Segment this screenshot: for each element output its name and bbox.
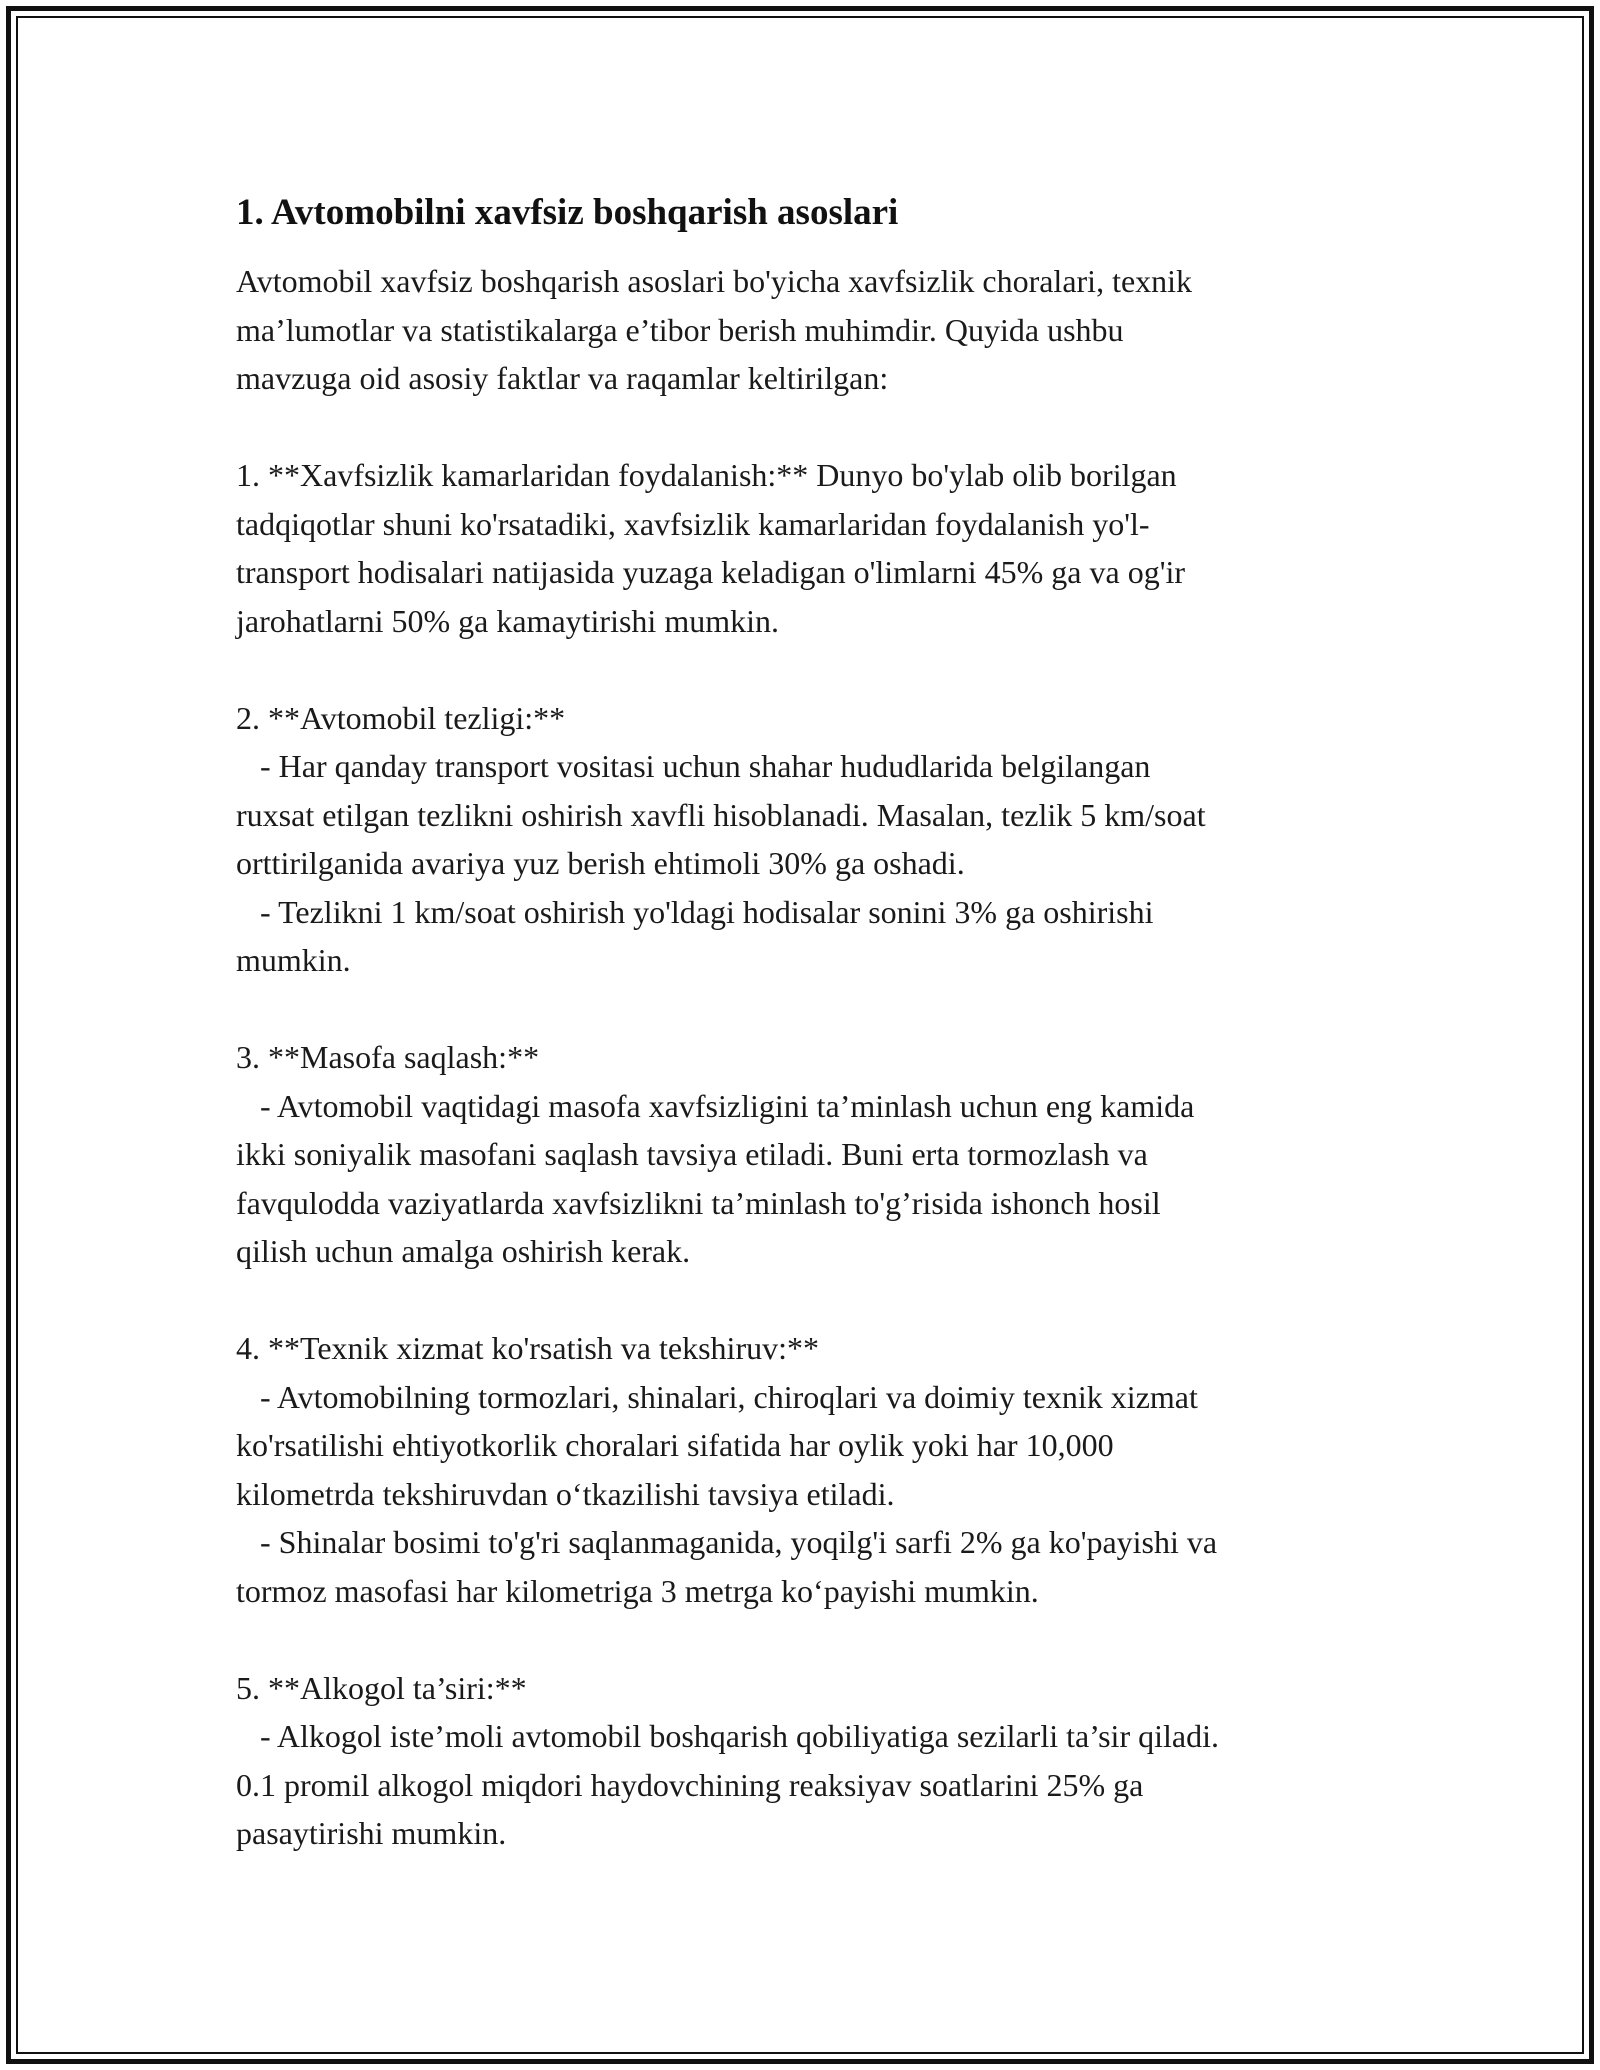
section-line: mumkin. bbox=[236, 942, 351, 978]
section-maintenance bbox=[236, 1324, 1376, 1615]
section-line: - Shinalar bosimi to'g'ri saqlanmaganida, yoqilg'i sarfi 2% ga ko'payishi va bbox=[236, 1524, 1218, 1560]
section-line: 1. **Xavfsizlik kamarlaridan foydalanish:** Dunyo bo'ylab olib borilgan bbox=[236, 457, 1177, 493]
section-line: - Avtomobil vaqtidagi masofa xavfsizligini ta’minlash uchun eng kamida bbox=[236, 1087, 1195, 1124]
section-line: orttirilganida avariya yuz berish ehtimoli 30% ga oshadi. bbox=[236, 845, 965, 881]
intro-line: ma’lumotlar va statistikalarga e’tibor berish muhimdir. Quyida ushbu bbox=[236, 311, 1124, 348]
section-line: tormoz masofasi har kilometriga 3 metrga ko‘payishi mumkin. bbox=[236, 1572, 1039, 1609]
section-speed bbox=[236, 694, 1376, 985]
section-line: jarohatlarni 50% ga kamaytirishi mumkin. bbox=[236, 602, 779, 639]
document-body bbox=[236, 183, 1376, 1858]
paragraph-gap bbox=[236, 403, 1376, 452]
section-line: - Har qanday transport vositasi uchun shahar hududlarida belgilangan bbox=[236, 748, 1151, 784]
section-line: pasaytirishi mumkin. bbox=[236, 1815, 507, 1851]
intro-paragraph bbox=[236, 257, 1376, 403]
section-line: ko'rsatilishi ehtiyotkorlik choralari sifatida har oylik yoki har 10,000 bbox=[236, 1427, 1114, 1463]
section-line: tadqiqotlar shuni ko'rsatadiki, xavfsizlik kamarlaridan foydalanish yo'l- bbox=[236, 505, 1150, 542]
section-line: - Tezlikni 1 km/soat oshirish yo'ldagi hodisalar sonini 3% ga oshirishi bbox=[236, 893, 1154, 930]
section-line: 3. **Masofa saqlash:** bbox=[236, 1039, 540, 1075]
document-title: 1. Avtomobilni xavfsiz boshqarish asoslari bbox=[236, 192, 899, 233]
section-line: 5. **Alkogol ta’siri:** bbox=[236, 1669, 527, 1706]
paragraph-gap bbox=[236, 1615, 1376, 1664]
section-line: 4. **Texnik xizmat ko'rsatish va tekshiruv:** bbox=[236, 1330, 819, 1366]
paragraph-gap bbox=[236, 985, 1376, 1034]
section-line: kilometrda tekshiruvdan o‘tkazilishi tavsiya etiladi. bbox=[236, 1475, 895, 1512]
section-line: ikki soniyalik masofani saqlash tavsiya etiladi. Buni erta tormozlash va bbox=[236, 1136, 1148, 1172]
section-line: qilish uchun amalga oshirish kerak. bbox=[236, 1233, 691, 1269]
section-line: 2. **Avtomobil tezligi:** bbox=[236, 699, 566, 736]
section-seat-belts bbox=[236, 451, 1376, 645]
intro-line: Avtomobil xavfsiz boshqarish asoslari bo'yicha xavfsizlik choralari, texnik bbox=[236, 263, 1193, 299]
section-alcohol bbox=[236, 1664, 1376, 1858]
intro-line: mavzuga oid asosiy faktlar va raqamlar keltirilgan: bbox=[236, 360, 889, 396]
section-line: 0.1 promil alkogol miqdori haydovchining reaksiyav soatlarini 25% ga bbox=[236, 1766, 1144, 1803]
section-line: ruxsat etilgan tezlikni oshirish xavfli hisoblanadi. Masalan, tezlik 5 km/soat bbox=[236, 796, 1206, 833]
section-line: transport hodisalari natijasida yuzaga keladigan o'limlarni 45% ga va og'ir bbox=[236, 554, 1186, 590]
paragraph-gap bbox=[236, 1276, 1376, 1325]
paragraph-gap bbox=[236, 645, 1376, 694]
section-line: - Avtomobilning tormozlari, shinalari, chiroqlari va doimiy texnik xizmat bbox=[236, 1378, 1198, 1415]
section-line: favqulodda vaziyatlarda xavfsizlikni ta’minlash to'g’risida ishonch hosil bbox=[236, 1184, 1161, 1221]
section-distance bbox=[236, 1033, 1376, 1276]
section-line: - Alkogol iste’moli avtomobil boshqarish qobiliyatiga sezilarli ta’sir qiladi. bbox=[236, 1718, 1219, 1754]
